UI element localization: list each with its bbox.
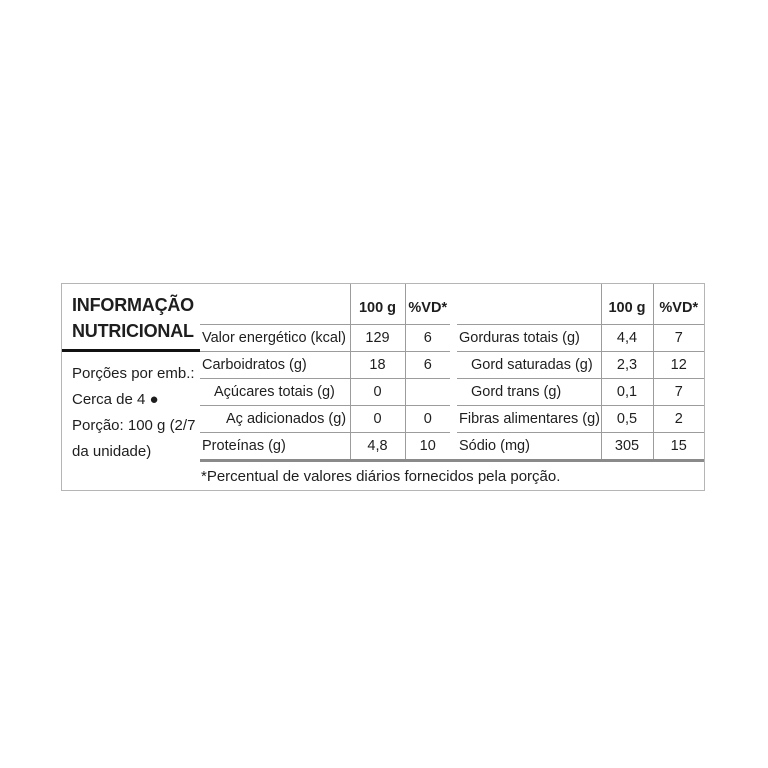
nutrient-daily-value-percent (405, 378, 450, 405)
nutrient-row (200, 351, 450, 378)
nutrient-label: Carboidratos (g) (200, 351, 350, 378)
column-header-vd: %VD* (405, 284, 450, 324)
nutrient-daily-value-percent: 15 (670, 437, 687, 454)
nutrient-label: Aç adicionados (g) (200, 405, 350, 432)
nutrition-table-left (200, 284, 450, 459)
column-header-amount: 100 g (601, 284, 653, 324)
table-header-row (457, 284, 704, 324)
nutrient-amount-per-100g: 0 (350, 405, 405, 432)
nutrient-amount-per-100g: 129 (350, 324, 405, 351)
nutrient-daily-value-percent: 2 (653, 405, 704, 432)
serving-info-panel (62, 284, 200, 490)
column-header-vd: %VD* (653, 284, 704, 324)
nutrient-daily-value-percent: 6 (405, 351, 450, 378)
nutrient-label: Gorduras totais (g) (457, 324, 601, 351)
nutrient-daily-value-percent: 7 (653, 324, 704, 351)
panel-title-line2: NUTRICIONAL (72, 321, 194, 341)
nutrition-table-right (457, 284, 704, 459)
nutrient-amount-per-100g: 0,5 (601, 405, 653, 432)
nutrient-label: Gord trans (g) (457, 378, 601, 405)
nutrient-row (457, 378, 704, 405)
nutrient-label: Valor energético (kcal) (200, 324, 350, 351)
nutrient-label: Gord saturadas (g) (457, 351, 601, 378)
serving-info-text (62, 361, 200, 465)
nutrient-label: Açúcares totais (g) (200, 378, 350, 405)
nutrient-amount-per-100g: 4,8 (350, 432, 405, 459)
nutrient-row (457, 351, 704, 378)
nutrient-daily-value-percent: 12 (653, 351, 704, 378)
nutrient-row (200, 432, 450, 459)
nutrient-amount-per-100g: 0 (350, 378, 405, 405)
nutrient-daily-value-percent: 6 (405, 324, 450, 351)
nutrient-label: Fibras alimentares (g) (457, 405, 601, 432)
nutrient-label: Sódio (mg) (457, 432, 601, 459)
nutrition-tables-area (200, 284, 704, 490)
nutrient-row (457, 324, 704, 351)
column-header-amount: 100 g (350, 284, 405, 324)
nutrient-row (200, 324, 450, 351)
nutrient-row (200, 405, 450, 432)
servings-per-package-value: Cerca de 4 ● (72, 391, 159, 408)
nutrient-amount-per-100g: 4,4 (601, 324, 653, 351)
nutrient-amount-per-100g: 2,3 (601, 351, 653, 378)
panel-title (62, 292, 200, 344)
nutrition-tables-row (200, 284, 704, 462)
servings-per-package-label: Porções por emb.: (72, 365, 195, 382)
nutrient-row (457, 405, 704, 432)
nutrient-daily-value-percent: 10 (419, 437, 436, 454)
nutrient-label: Proteínas (g) (200, 432, 350, 459)
panel-title-line1: INFORMAÇÃO (72, 295, 194, 315)
nutrient-row (200, 378, 450, 405)
nutrient-amount-per-100g: 0,1 (601, 378, 653, 405)
empty-header-cell (200, 284, 350, 324)
table-header-row (200, 284, 450, 324)
nutrient-amount-per-100g: 18 (350, 351, 405, 378)
nutrient-row (457, 432, 704, 459)
title-underline-rule (62, 349, 200, 352)
nutrition-facts-panel (61, 283, 705, 491)
nutrient-amount-per-100g: 305 (601, 432, 653, 459)
nutrient-daily-value-percent: 7 (653, 378, 704, 405)
daily-values-footnote: *Percentual de valores diários fornecidos pela porção. (201, 468, 561, 485)
portion-size-text: Porção: 100 g (2/7 da unidade) (72, 417, 196, 460)
empty-header-cell (457, 284, 601, 324)
nutrient-daily-value-percent: 0 (405, 405, 450, 432)
